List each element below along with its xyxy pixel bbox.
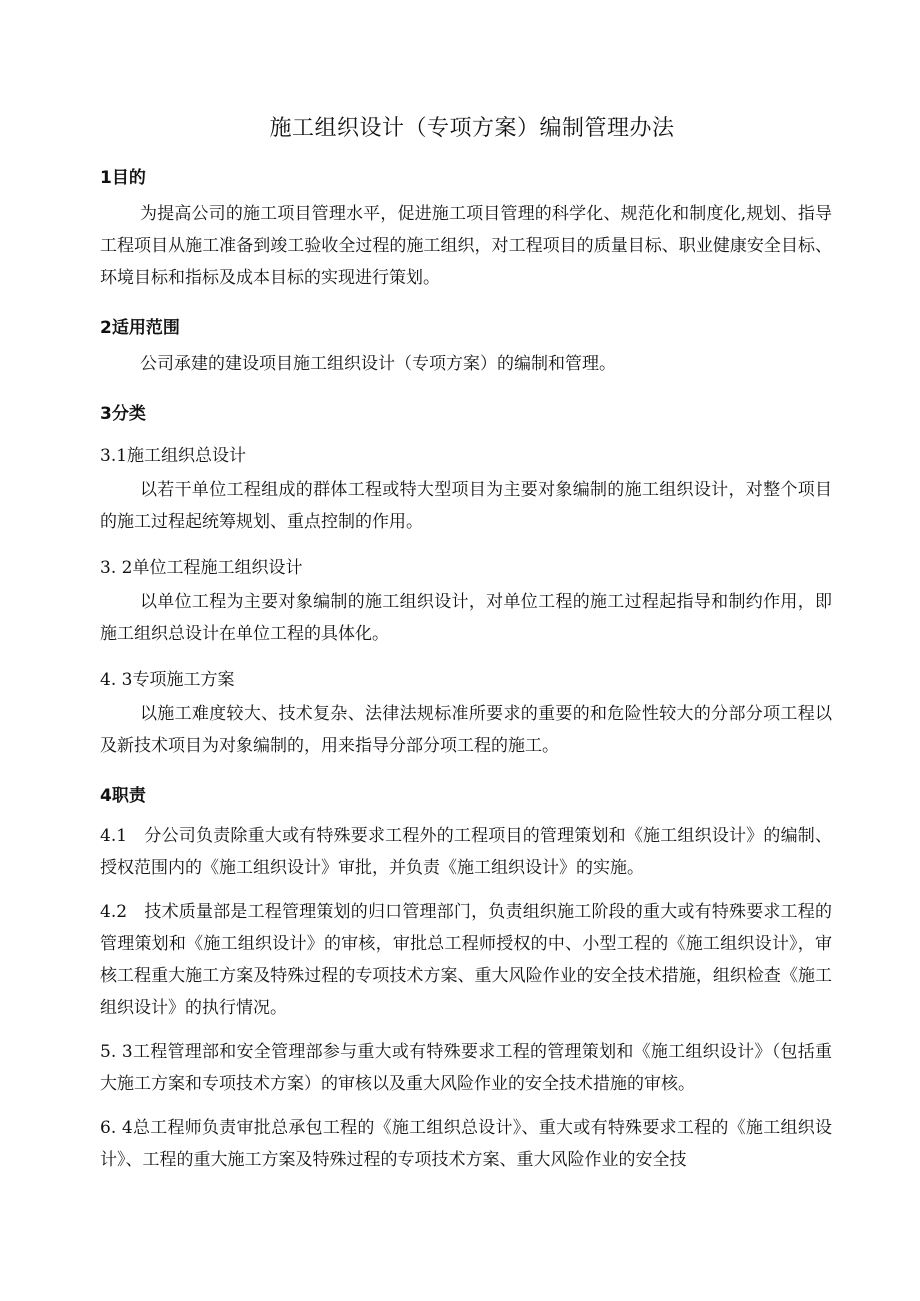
responsibility-item-branch: 4.1 分公司负责除重大或有特殊要求工程外的工程项目的管理策划和《施工组织设计》的编制、授权范围内的《施工组织设计》审批，并负责《施工组织设计》的实施。 [100,826,832,878]
section-paragraph-scope: 公司承建的建设项目施工组织设计（专项方案）的编制和管理。 [140,354,616,374]
subsection-heading-unit-design: 3. 2单位工程施工组织设计 [100,558,303,578]
section-heading-responsibilities: 4职责 [100,786,146,806]
page-title: 施工组织设计（专项方案）编制管理办法 [269,116,675,141]
section-paragraph-purpose: 为提高公司的施工项目管理水平，促进施工项目管理的科学化、规范化和制度化,规划、指导工程项目从施工准备到竣工验收全过程的施工组织，对工程项目的质量目标、职业健康安全目标、环境目标和指标及成本目标的实现进行策划。 [100,204,832,288]
responsibility-item-chief-engineer: 6. 4总工程师负责审批总承包工程的《施工组织总设计》、重大或有特殊要求工程的《施工组织设计》、工程的重大施工方案及特殊过程的专项技术方案、重大风险作业的安全技 [100,1118,832,1170]
subsection-paragraph-special-plan: 以施工难度较大、技术复杂、法律法规标准所要求的重要的和危险性较大的分部分项工程以及新技术项目为对象编制的，用来指导分部分项工程的施工。 [100,704,832,756]
responsibility-item-tech-quality: 4.2 技术质量部是工程管理策划的归口管理部门，负责组织施工阶段的重大或有特殊要求工程的管理策划和《施工组织设计》的审核，审批总工程师授权的中、小型工程的《施工组织设计》，审核工程重大施工方案及特殊过程的专项技术方案、重大风险作业的安全技术措施，组织检查《施工组织设计》的执行情况。 [100,902,832,1018]
responsibility-item-engineering-safety: 5. 3工程管理部和安全管理部参与重大或有特殊要求工程的管理策划和《施工组织设计》（包括重大施工方案和专项技术方案）的审核以及重大风险作业的安全技术措施的审核。 [100,1042,832,1094]
section-heading-purpose: 1目的 [100,168,146,188]
subsection-paragraph-overall-design: 以若干单位工程组成的群体工程或特大型项目为主要对象编制的施工组织设计，对整个项目的施工过程起统筹规划、重点控制的作用。 [100,480,832,532]
subsection-paragraph-unit-design: 以单位工程为主要对象编制的施工组织设计，对单位工程的施工过程起指导和制约作用，即施工组织总设计在单位工程的具体化。 [100,592,832,644]
subsection-heading-overall-design: 3.1施工组织总设计 [100,446,247,466]
section-heading-classification: 3分类 [100,404,146,424]
section-heading-scope: 2适用范围 [100,318,180,338]
subsection-heading-special-plan: 4. 3专项施工方案 [100,670,235,690]
